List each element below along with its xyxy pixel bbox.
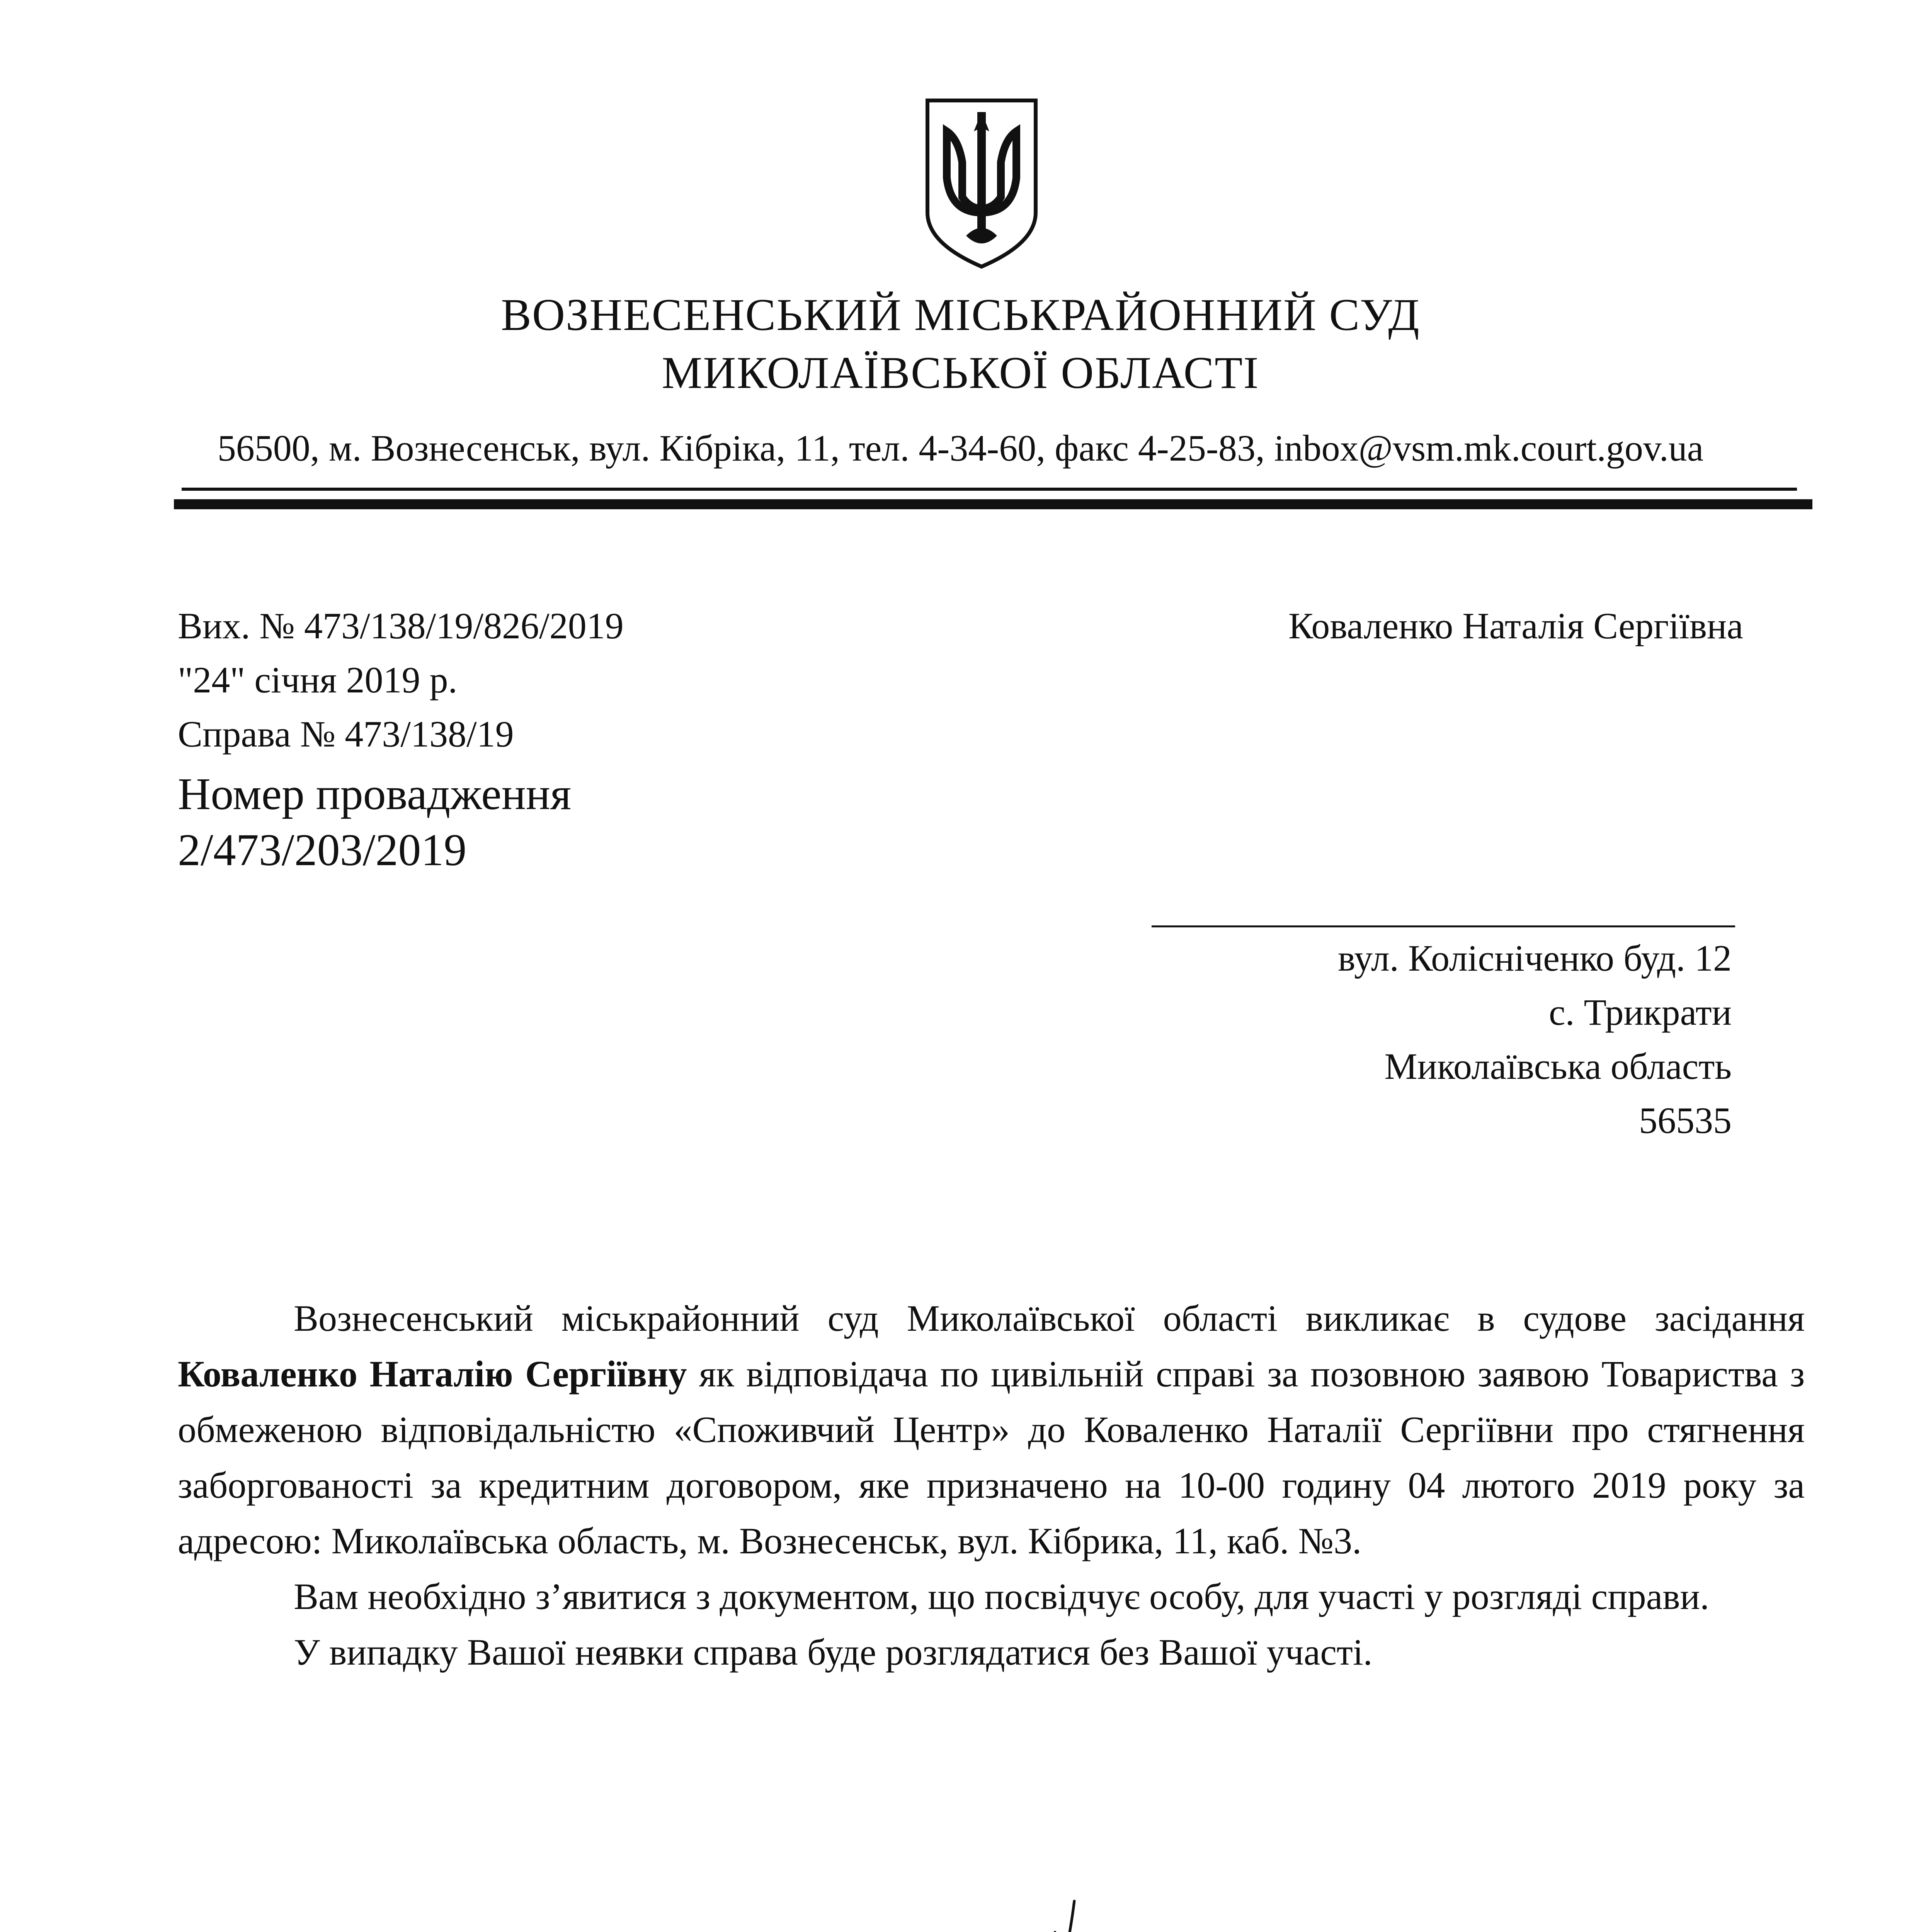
body-p1-start: Вознесенський міськрайонний суд Миколаївської області викликає в судове засідання <box>294 1298 1805 1339</box>
header-divider-thick <box>174 499 1812 509</box>
body-paragraph-3: У випадку Вашої неявки справа буде розглядатися без Вашої участі. <box>294 1631 1373 1673</box>
recipient-street: вул. Колісніченко буд. 12 <box>1338 937 1732 979</box>
proceeding-label: Номер провадження <box>178 769 572 819</box>
body-p1-end: як відповідача по цивільній справі за позовною заявою Товариства з обмеженою відповідальністю «Споживчий Центр» до Коваленко Наталії Сергіївни про стягнення заборгованості за кредитним договором, яке призначено на 10-00 годину 04 лютого 2019 року за адресою: Миколаївська область, м. Вознесенськ, вул. Кібрика, 11, каб. №3. <box>178 1353 1805 1561</box>
document-date: "24" січня 2019 р. <box>178 659 458 701</box>
case-number: Справа № 473/138/19 <box>178 713 514 755</box>
proceeding-number: 2/473/203/2019 <box>178 825 467 875</box>
recipient-region: Миколаївська область <box>1384 1046 1732 1087</box>
recipient-zip: 56535 <box>1639 1100 1732 1141</box>
body-paragraph-2: Вам необхідно з’явитися з документом, що посвідчує особу, для участі у розгляді справи. <box>294 1576 1709 1617</box>
court-name-line-2: МИКОЛАЇВСЬКОЇ ОБЛАСТІ <box>662 347 1259 398</box>
header-divider-thin <box>182 488 1797 491</box>
defendant-name: Коваленко Наталію Сергіївну <box>178 1353 687 1395</box>
recipient-village: с. Трикрати <box>1548 992 1732 1033</box>
recipient-name: Коваленко Наталія Сергіївна <box>1288 605 1743 646</box>
court-name-line-1: ВОЗНЕСЕНСЬКИЙ МІСЬКРАЙОННИЙ СУД <box>501 289 1420 340</box>
summons-body <box>178 1291 1805 1680</box>
body-paragraph-1 <box>178 1291 1805 1569</box>
outgoing-number: Вих. № 473/138/19/826/2019 <box>178 605 624 646</box>
recipient-divider <box>1152 925 1735 927</box>
court-address: 56500, м. Вознесенськ, вул. Кібріка, 11, тел. 4-34-60, факс 4-25-83, inbox@vsm.mk.court.gov.ua <box>217 427 1704 469</box>
signature-icon <box>927 1886 1198 1932</box>
coat-of-arms-icon <box>924 97 1040 270</box>
